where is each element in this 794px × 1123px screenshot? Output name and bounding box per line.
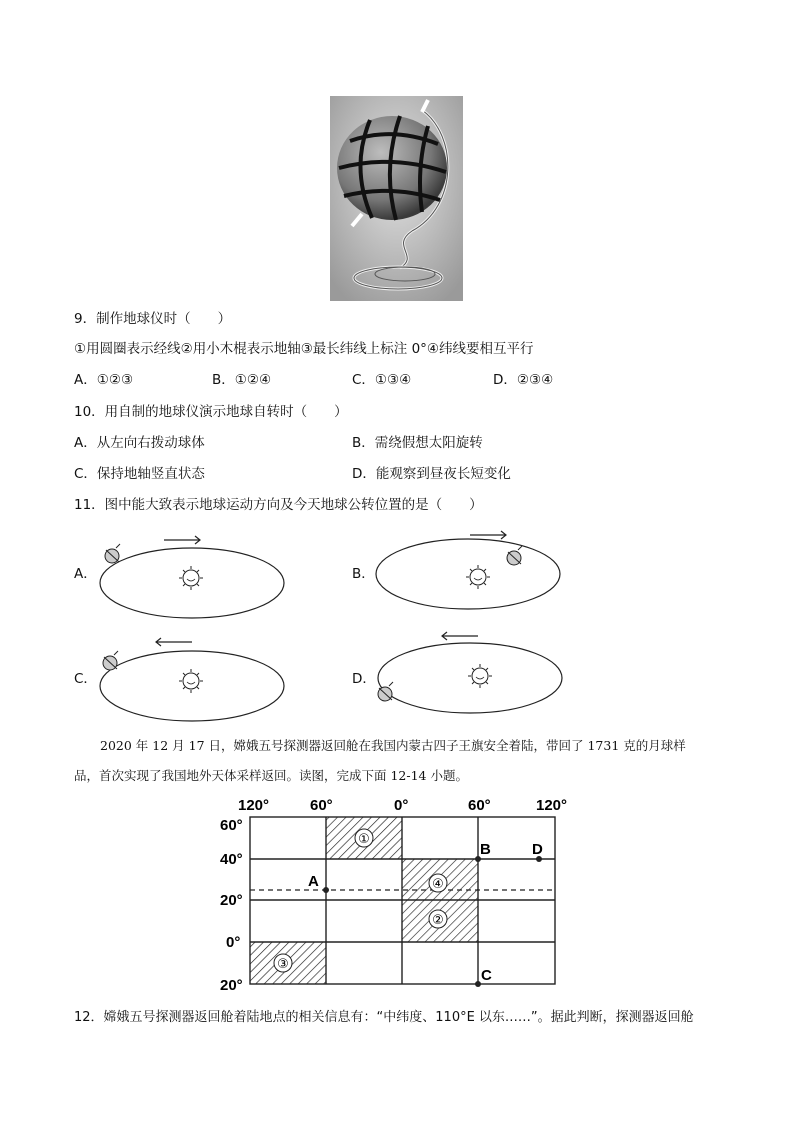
earth-icon <box>507 546 522 565</box>
top-label-120e: 120° <box>536 797 568 814</box>
region-1-marker <box>355 829 373 847</box>
sun-icon <box>179 566 203 590</box>
point-a-label: A <box>308 873 319 890</box>
lat-lon-grid-map <box>218 792 578 998</box>
top-label-60w: 60° <box>310 797 333 814</box>
q11-option-c-label[interactable]: C． <box>74 671 97 687</box>
svg-text:②: ② <box>432 912 444 927</box>
earth-icon <box>103 651 118 670</box>
q9-option-d[interactable]: D．②③④ <box>493 372 554 388</box>
sun-icon <box>468 664 492 688</box>
sun-icon <box>179 669 203 693</box>
passage-line-2: 品，首次实现了我国地外天体采样返回。读图，完成下面 12-14 小题。 <box>74 768 468 783</box>
earth-icon <box>105 544 120 563</box>
point-c-label: C <box>481 967 492 984</box>
svg-text:④: ④ <box>432 876 444 891</box>
svg-text:①: ① <box>358 831 370 846</box>
svg-text:③: ③ <box>277 956 289 971</box>
q10-option-a[interactable]: A．从左向右拨动球体 <box>74 435 205 451</box>
q10-option-c[interactable]: C．保持地轴竖直状态 <box>74 466 205 482</box>
q10-option-d[interactable]: D．能观察到昼夜长短变化 <box>352 466 511 482</box>
left-label-0: 0° <box>226 934 241 951</box>
left-label-40: 40° <box>220 851 243 868</box>
q9-option-b[interactable]: B．①②④ <box>212 372 272 388</box>
q9-option-a[interactable]: A．①②③ <box>74 372 134 388</box>
left-label-20: 20° <box>220 892 243 909</box>
q11-option-b-label[interactable]: B． <box>352 566 375 582</box>
top-label-0: 0° <box>394 797 409 814</box>
sun-icon <box>466 565 490 589</box>
q11-stem: 11．图中能大致表示地球运动方向及今天地球公转位置的是（ ） <box>74 497 483 513</box>
q9-option-c[interactable]: C．①③④ <box>352 372 412 388</box>
globe-photo <box>330 96 463 301</box>
orbit-diagram-b <box>370 528 570 624</box>
q10-stem: 10．用自制的地球仪演示地球自转时（ ） <box>74 404 348 420</box>
q12-stem: 12．嫦娥五号探测器返回舱着陆地点的相关信息有：“中纬度、110°E 以东……”。据此判断，探测器返回舱 <box>74 1010 694 1025</box>
top-label-120w: 120° <box>238 797 270 814</box>
left-label-60: 60° <box>220 817 243 834</box>
region-4-marker <box>429 874 447 892</box>
point-b-label: B <box>480 841 491 858</box>
point-d-label: D <box>532 841 543 858</box>
q9-stem: 9．制作地球仪时（ ） <box>74 311 232 327</box>
orbit-diagram-c <box>92 630 292 726</box>
passage-line-1: 2020 年 12 月 17 日，嫦娥五号探测器返回舱在我国内蒙古四子王旗安全着陆，带回了 1731 克的月球样 <box>100 738 686 753</box>
q11-option-a-label[interactable]: A． <box>74 566 97 582</box>
orbit-diagram-d <box>370 628 570 724</box>
q11-option-d-label[interactable]: D． <box>352 671 376 687</box>
region-2-marker <box>429 910 447 928</box>
q10-option-b[interactable]: B．需绕假想太阳旋转 <box>352 435 483 451</box>
region-3-marker <box>274 954 292 972</box>
orbit-diagram-a <box>92 528 292 624</box>
top-label-60e: 60° <box>468 797 491 814</box>
q9-statements: ①用圆圈表示经线②用小木棍表示地轴③最长纬线上标注 0°④纬线要相互平行 <box>74 341 534 357</box>
left-label-20s: 20° <box>220 977 243 994</box>
